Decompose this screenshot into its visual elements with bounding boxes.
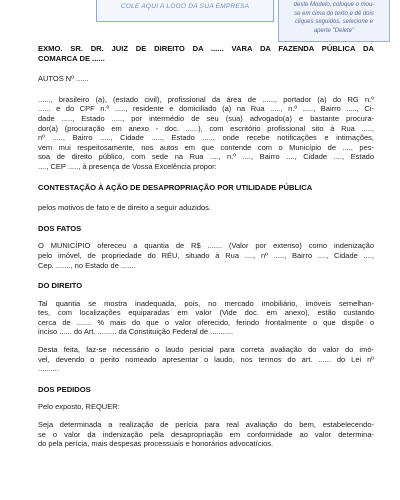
law-line: inciso ...... do Art. ......... da Constituição Federal de ...........	[38, 327, 234, 337]
intro-line: ...... e do CPF n.º ....., residente e domiciliado (a) na Rua ....., n.º ....., Bairro ....., Ci-	[38, 104, 374, 114]
case-number: AUTOS Nº ......	[38, 74, 89, 84]
law-line: tes, com localizações equiparadas em valor (Vide doc. em anexo), estão custando	[38, 308, 374, 318]
addressee-line: COMARCA DE ......	[38, 53, 105, 63]
law-paragraph-1	[38, 299, 374, 337]
requests-heading: DOS PEDIDOS	[38, 384, 91, 394]
facts-heading: DOS FATOS	[38, 223, 82, 233]
requests-intro: Pelo exposto, REQUER:	[38, 402, 120, 412]
law-line: ..........	[38, 364, 59, 374]
intro-line: dade ....., Estado ....., por intermédio de seu (sua) advogado(a) e bastante procura-	[38, 113, 374, 123]
law-paragraph-2	[38, 345, 374, 374]
requests-line: Seja determinada a realização de perícia para real avaliação do bem, estabelecendo-	[38, 420, 374, 430]
law-line: cerca de ....... % mais do que o valor oferecido, ferindo frontalmente o que dispõe o	[38, 317, 374, 327]
facts-line: Cep. ......., no Estado de .......	[38, 260, 136, 270]
intro-line: nº ....., Bairro ....., Cidade ....., Estado ....., onde recebe notificações e intimações,	[38, 133, 374, 143]
instruction-note[interactable]	[278, 0, 390, 42]
requests-line: do pela perícia, mais despesas processuais e honorários advocatícios.	[38, 439, 274, 449]
law-line: vel, devendo o perito nomeado apresentar o laudo, nos termos do art. ...... do Lei nº	[38, 354, 374, 364]
requests-paragraph	[38, 420, 374, 449]
intro-line: ...., CEP ....., à presença de Vossa Excelência propor:	[38, 161, 217, 171]
addressee	[38, 44, 374, 63]
logo-placeholder-text: COLE AQUI A LOGO DA SUA EMPRESA	[120, 3, 250, 10]
intro-line: ......, brasileiro (a), (estado civil), profissional da área de ......, portador (a) do RG n.º	[38, 94, 374, 104]
action-title: CONTESTAÇÃO À AÇÃO DE DESAPROPRIAÇÃO POR UTILIDADE PÚBLICA	[38, 182, 313, 192]
intro-line: soa de direito público, com sede na Rua ...., n.º ...., Bairro ...., Cidade ...., Estado	[38, 152, 374, 162]
note-line: se em cima do texto e dê dois	[294, 10, 374, 17]
law-line: Desta feita, faz-se necessário o laudo pericial para correta avaliação do valor do imó-	[38, 345, 374, 355]
intro-line: dor(a) (procuração em anexo - doc. ......), com escritório profissional sito à Rua .....,	[38, 123, 374, 133]
intro-line: vem mui respeitosamente, nos autos em que contende com o Município de ...., pes-	[38, 142, 374, 152]
facts-line: O MUNICÍPIO ofereceu a quantia de R$ ....... (Valor por extenso) como indenização	[38, 241, 374, 251]
addressee-line: EXMO. SR. DR. JUIZ DE DIREITO DA ...... VARA DA FAZENDA PÚBLICA DA	[38, 44, 374, 53]
law-heading: DO DIREITO	[38, 281, 83, 291]
facts-paragraph	[38, 241, 374, 270]
action-reason: pelos motivos de fato e de direito a seguir aduzidos.	[38, 203, 212, 213]
logo-placeholder-box[interactable]	[96, 0, 274, 22]
document-body	[38, 44, 374, 449]
note-line: deste Modelo, coloque o mou-	[293, 2, 375, 8]
note-line: cliques seguidos, selecione e	[294, 19, 374, 26]
requests-line: se o valor da indenização pela desapropriação em conformidade ao valor determina-	[38, 429, 374, 439]
note-line: aperte "Delete"	[313, 27, 355, 34]
intro-paragraph	[38, 95, 374, 172]
law-line: Tal quantia se mostra inadequada, pois, no mercado imobiliário, imóveis semelhan-	[38, 298, 374, 308]
facts-line: pelo imóvel, de propriedade do RÉU, situado à Rua ...., nº ....., Bairro ...., Cidade ....,	[38, 250, 374, 260]
